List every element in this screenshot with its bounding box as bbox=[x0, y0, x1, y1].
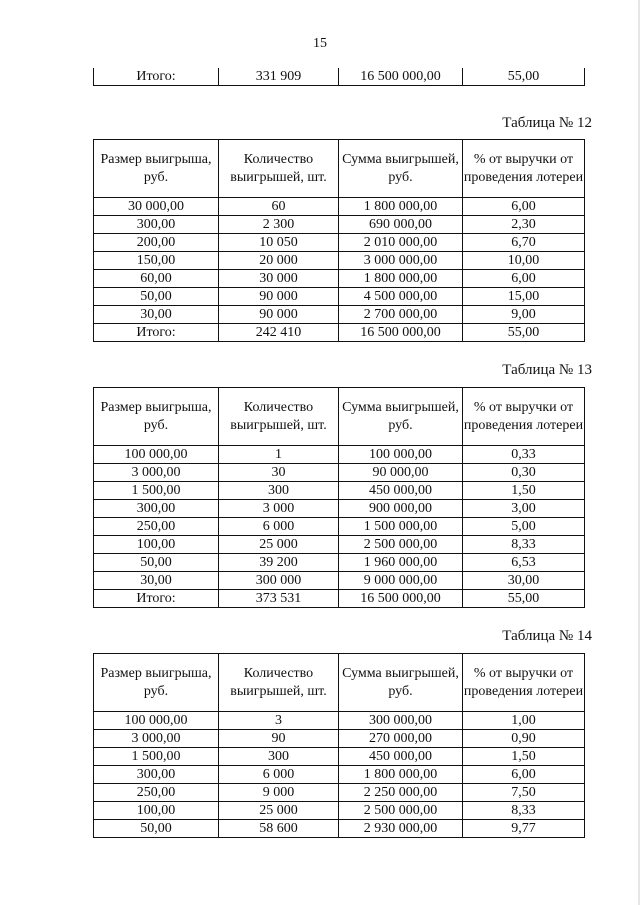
table-cell: 1 500,00 bbox=[94, 748, 219, 766]
table-cell: 4 500 000,00 bbox=[339, 288, 463, 306]
page-number: 15 bbox=[313, 36, 327, 51]
column-header: Сумма выигрышей, руб. bbox=[339, 388, 463, 446]
table-cell: 2,30 bbox=[463, 216, 585, 234]
table-row bbox=[94, 482, 585, 500]
table-cell: 450 000,00 bbox=[339, 482, 463, 500]
table-cell: 0,33 bbox=[463, 446, 585, 464]
table-cell: 1,00 bbox=[463, 712, 585, 730]
table-row bbox=[94, 252, 585, 270]
table-cell: 100 000,00 bbox=[339, 446, 463, 464]
table-cell: 30 000 bbox=[219, 270, 339, 288]
table-cell: 50,00 bbox=[94, 820, 219, 838]
table-cell: 3 000 bbox=[219, 500, 339, 518]
continuation-table bbox=[93, 68, 585, 86]
table-cell: 3,00 bbox=[463, 500, 585, 518]
table-13 bbox=[93, 387, 585, 608]
table-cell: 15,00 bbox=[463, 288, 585, 306]
table-cell: 1,50 bbox=[463, 482, 585, 500]
table-row bbox=[94, 820, 585, 838]
column-header: % от выручки от проведения лотереи bbox=[463, 388, 585, 446]
table-cell: 150,00 bbox=[94, 252, 219, 270]
table-cell: 6,00 bbox=[463, 270, 585, 288]
table-cell: 6 000 bbox=[219, 518, 339, 536]
table-cell: 30 000,00 bbox=[94, 198, 219, 216]
table-caption-14: Таблица № 14 bbox=[502, 628, 592, 644]
table-cell: 3 000,00 bbox=[94, 464, 219, 482]
table-12 bbox=[93, 139, 585, 342]
table-cell: 6,70 bbox=[463, 234, 585, 252]
table-cell: 16 500 000,00 bbox=[339, 68, 463, 86]
table-cell: 900 000,00 bbox=[339, 500, 463, 518]
table-cell: 0,90 bbox=[463, 730, 585, 748]
table-header-row bbox=[94, 654, 585, 712]
table-cell: 7,50 bbox=[463, 784, 585, 802]
table-row bbox=[94, 198, 585, 216]
table-cell: 3 bbox=[219, 712, 339, 730]
table-cell: 9,77 bbox=[463, 820, 585, 838]
table-cell: 100 000,00 bbox=[94, 712, 219, 730]
table-row bbox=[94, 748, 585, 766]
table-row bbox=[94, 730, 585, 748]
table-cell: Итого: bbox=[94, 590, 219, 608]
table-cell: 2 300 bbox=[219, 216, 339, 234]
table-row bbox=[94, 766, 585, 784]
table-cell: 300 000,00 bbox=[339, 712, 463, 730]
table-cell: 250,00 bbox=[94, 518, 219, 536]
table-cell: 16 500 000,00 bbox=[339, 590, 463, 608]
table-cell: 300 bbox=[219, 482, 339, 500]
table-row bbox=[94, 712, 585, 730]
table-cell: 100 000,00 bbox=[94, 446, 219, 464]
table-cell: 10,00 bbox=[463, 252, 585, 270]
table-cell: 2 700 000,00 bbox=[339, 306, 463, 324]
table-row bbox=[94, 500, 585, 518]
table-cell: 242 410 bbox=[219, 324, 339, 342]
column-header: Размер выигрыша, руб. bbox=[94, 388, 219, 446]
column-header: Количество выигрышей, шт. bbox=[219, 388, 339, 446]
table-cell: Итого: bbox=[94, 68, 219, 86]
table-cell: 50,00 bbox=[94, 288, 219, 306]
table-row bbox=[94, 784, 585, 802]
table-cell: 300,00 bbox=[94, 500, 219, 518]
table-row bbox=[94, 536, 585, 554]
table-cell: 2 010 000,00 bbox=[339, 234, 463, 252]
table-cell: 1 960 000,00 bbox=[339, 554, 463, 572]
table-cell: 3 000,00 bbox=[94, 730, 219, 748]
table-cell: 2 250 000,00 bbox=[339, 784, 463, 802]
table-cell: 10 050 bbox=[219, 234, 339, 252]
table-cell: 1 800 000,00 bbox=[339, 766, 463, 784]
table-row bbox=[94, 802, 585, 820]
table-cell: 300 000 bbox=[219, 572, 339, 590]
table-14 bbox=[93, 653, 585, 838]
table-cell: 6,00 bbox=[463, 766, 585, 784]
column-header: Размер выигрыша, руб. bbox=[94, 140, 219, 198]
table-cell: 90 000 bbox=[219, 288, 339, 306]
table-row bbox=[94, 306, 585, 324]
table-cell: 5,00 bbox=[463, 518, 585, 536]
table-cell: 300,00 bbox=[94, 766, 219, 784]
table-cell: 450 000,00 bbox=[339, 748, 463, 766]
table-cell: 55,00 bbox=[463, 68, 585, 86]
table-cell: 55,00 bbox=[463, 590, 585, 608]
table-cell: 58 600 bbox=[219, 820, 339, 838]
table-cell: 2 500 000,00 bbox=[339, 802, 463, 820]
table-cell: 30 bbox=[219, 464, 339, 482]
table-cell: 331 909 bbox=[219, 68, 339, 86]
table-row bbox=[94, 216, 585, 234]
table-cell: 100,00 bbox=[94, 802, 219, 820]
table-cell: 2 500 000,00 bbox=[339, 536, 463, 554]
table-cell: 1 500,00 bbox=[94, 482, 219, 500]
table-cell: 55,00 bbox=[463, 324, 585, 342]
table-cell: 8,33 bbox=[463, 536, 585, 554]
column-header: Сумма выигрышей, руб. bbox=[339, 654, 463, 712]
column-header: % от выручки от проведения лотереи bbox=[463, 140, 585, 198]
table-cell: 60,00 bbox=[94, 270, 219, 288]
table-cell: 30,00 bbox=[463, 572, 585, 590]
table-caption-13: Таблица № 13 bbox=[502, 362, 592, 378]
table-cell: 25 000 bbox=[219, 536, 339, 554]
table-cell: 6,53 bbox=[463, 554, 585, 572]
table-cell: 250,00 bbox=[94, 784, 219, 802]
table-cell: 300,00 bbox=[94, 216, 219, 234]
column-header: % от выручки от проведения лотереи bbox=[463, 654, 585, 712]
table-cell: 373 531 bbox=[219, 590, 339, 608]
table-cell: 200,00 bbox=[94, 234, 219, 252]
table-cell: 1 500 000,00 bbox=[339, 518, 463, 536]
table-cell: 25 000 bbox=[219, 802, 339, 820]
table-cell: 1 800 000,00 bbox=[339, 270, 463, 288]
column-header: Размер выигрыша, руб. bbox=[94, 654, 219, 712]
table-caption-12: Таблица № 12 bbox=[502, 115, 592, 131]
table-cell: 6 000 bbox=[219, 766, 339, 784]
table-cell: 90 000 bbox=[219, 306, 339, 324]
table-cell: 3 000 000,00 bbox=[339, 252, 463, 270]
table-cell: 30,00 bbox=[94, 306, 219, 324]
table-cell: 0,30 bbox=[463, 464, 585, 482]
table-row-total-continued bbox=[94, 68, 585, 86]
table-cell: 8,33 bbox=[463, 802, 585, 820]
table-header-row bbox=[94, 388, 585, 446]
table-cell: 39 200 bbox=[219, 554, 339, 572]
table-cell: 90 000,00 bbox=[339, 464, 463, 482]
table-cell: 270 000,00 bbox=[339, 730, 463, 748]
table-row bbox=[94, 518, 585, 536]
table-cell: 9,00 bbox=[463, 306, 585, 324]
table-cell: 50,00 bbox=[94, 554, 219, 572]
column-header: Сумма выигрышей, руб. bbox=[339, 140, 463, 198]
table-row bbox=[94, 288, 585, 306]
table-cell: 100,00 bbox=[94, 536, 219, 554]
table-row bbox=[94, 554, 585, 572]
table-cell: 1 800 000,00 bbox=[339, 198, 463, 216]
table-row bbox=[94, 572, 585, 590]
table-row bbox=[94, 234, 585, 252]
column-header: Количество выигрышей, шт. bbox=[219, 140, 339, 198]
table-cell: 6,00 bbox=[463, 198, 585, 216]
table-row bbox=[94, 590, 585, 608]
table-cell: 9 000 bbox=[219, 784, 339, 802]
table-cell: 30,00 bbox=[94, 572, 219, 590]
table-cell: 9 000 000,00 bbox=[339, 572, 463, 590]
table-row bbox=[94, 324, 585, 342]
table-cell: 1,50 bbox=[463, 748, 585, 766]
table-cell: 300 bbox=[219, 748, 339, 766]
table-cell: 60 bbox=[219, 198, 339, 216]
table-row bbox=[94, 464, 585, 482]
table-cell: 16 500 000,00 bbox=[339, 324, 463, 342]
table-cell: 1 bbox=[219, 446, 339, 464]
column-header: Количество выигрышей, шт. bbox=[219, 654, 339, 712]
table-header-row bbox=[94, 140, 585, 198]
table-cell: 90 bbox=[219, 730, 339, 748]
table-cell: Итого: bbox=[94, 324, 219, 342]
table-row bbox=[94, 446, 585, 464]
table-cell: 690 000,00 bbox=[339, 216, 463, 234]
table-cell: 2 930 000,00 bbox=[339, 820, 463, 838]
table-cell: 20 000 bbox=[219, 252, 339, 270]
table-row bbox=[94, 270, 585, 288]
